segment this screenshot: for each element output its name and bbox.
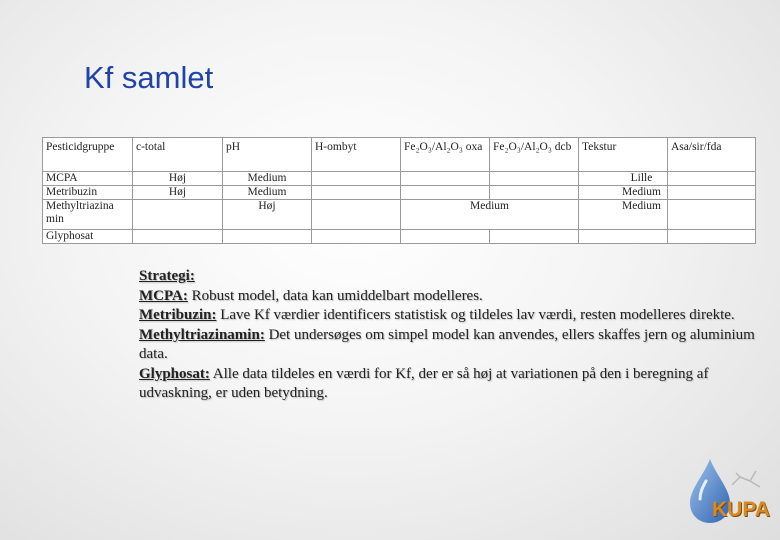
header-cell: Pesticidgruppe (43, 138, 133, 172)
ph-cell: Medium (223, 186, 312, 200)
strategy-item: Metribuzin: Lave Kf værdier identificers statistisk og tildeles lav værdi, resten modelleres direkte. (139, 307, 735, 323)
tekstur-cell: Medium (579, 186, 668, 200)
strategy-label: Metribuzin: (139, 307, 217, 323)
fe-cell: Medium (401, 200, 579, 230)
strategy-label: Glyphosat: (139, 365, 210, 382)
header-cell: c-total (133, 138, 223, 172)
strategy-item: Methyltriazinamin: Det undersøges om simpel model kan anvendes, ellers skaffes jern og aluminium data. (139, 326, 755, 362)
ph-cell: Høj (223, 200, 312, 230)
ctotal-cell: Høj (133, 186, 223, 200)
tekstur-cell: Lille (579, 172, 668, 186)
table-row (43, 200, 756, 230)
table-row (43, 186, 756, 200)
ctotal-cell: Høj (133, 172, 223, 186)
header-cell: Tekstur (579, 138, 668, 172)
logo-text: KUPA (712, 498, 770, 521)
row-label: Glyphosat (43, 230, 133, 244)
ph-cell: Medium (223, 172, 312, 186)
kf-table (42, 137, 755, 244)
strategy-label: MCPA: (139, 287, 188, 304)
row-label: MCPA (43, 172, 133, 186)
table-row (43, 230, 756, 244)
strategy-item: Glyphosat: Alle data tildeles en værdi for Kf, der er så høj at variationen på den i beregning af udvaskning, er uden betydning. (139, 365, 709, 401)
strategy-label: Methyltriazinamin: (139, 326, 265, 343)
header-cell: Fe₂O₃/Al₂O₃ dcb (490, 138, 579, 172)
table-header-row (43, 138, 756, 172)
header-cell: Asa/sir/fda (668, 138, 756, 172)
row-label: Metribuzin (43, 186, 133, 200)
strategy-item: MCPA: Robust model, data kan umiddelbart modelleres. (139, 287, 483, 304)
strategy-text (139, 267, 759, 404)
header-cell: H-ombyt (312, 138, 401, 172)
header-cell: Fe₂O₃/Al₂O₃ oxa (401, 138, 490, 172)
slide-title: Kf samlet (84, 60, 214, 95)
row-label: Methyltriazina min (43, 200, 133, 230)
strategy-heading: Strategi: (139, 268, 195, 284)
table-row (43, 172, 756, 186)
header-cell: pH (223, 138, 312, 172)
tekstur-cell: Medium (579, 200, 668, 230)
